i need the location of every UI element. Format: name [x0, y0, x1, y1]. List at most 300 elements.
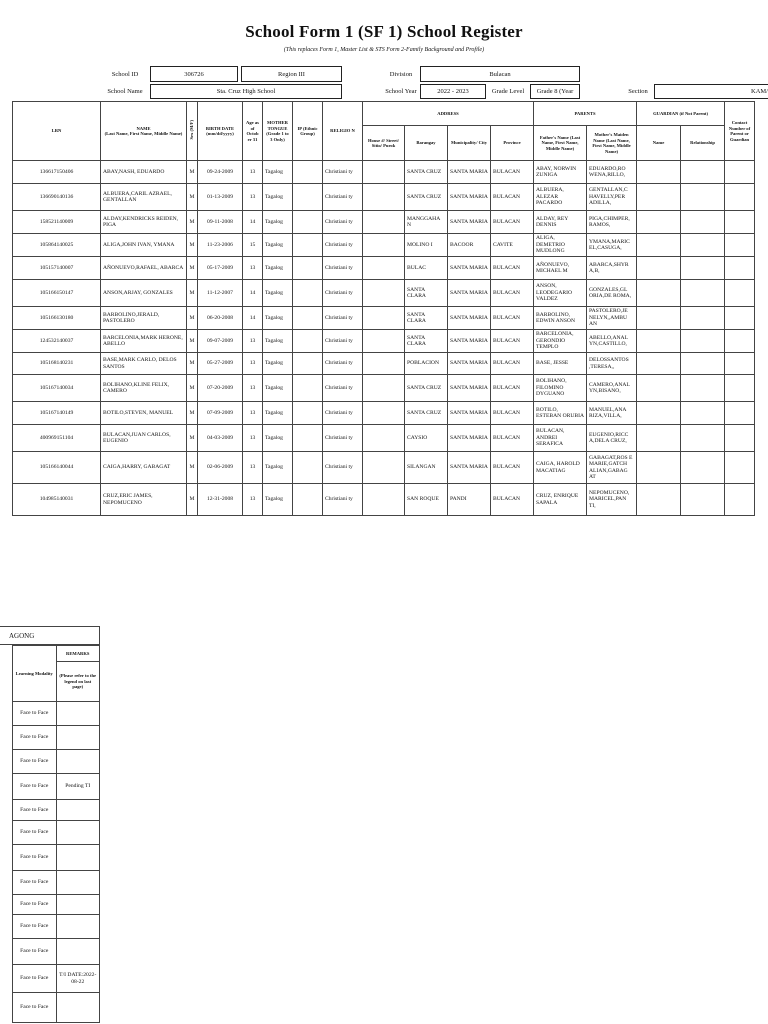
cell-religion: Christiani ty: [323, 375, 363, 402]
cell-name: BOTILO,STEVEN, MANUEL: [101, 402, 187, 425]
cell-lrn: 105167140034: [13, 375, 101, 402]
cell-barangay: SAN ROQUE: [405, 484, 448, 516]
cell-birth-date: 11-12-2007: [198, 280, 243, 307]
cell-ip: [293, 184, 323, 211]
cell-relationship: [681, 184, 725, 211]
section-value: KAM/: [654, 84, 768, 99]
cell-province: BULACAN: [491, 375, 534, 402]
cell-sex: M: [187, 211, 198, 234]
cell-mother: PASTOLERO,JE NELYN,,AMBU AN: [587, 307, 637, 330]
cell-religion: Christiani ty: [323, 211, 363, 234]
cell-municipality: SANTA MARIA: [448, 375, 491, 402]
cell-mother: NEPOMUCENO, MARICEL,PAN TI,: [587, 484, 637, 516]
cell-municipality: SANTA MARIA: [448, 330, 491, 353]
cell-lrn: 124532140037: [13, 330, 101, 353]
cell-age: 14: [243, 307, 263, 330]
cell-religion: Christiani ty: [323, 257, 363, 280]
cell-mother-tongue: Tagalog: [263, 184, 293, 211]
cell-municipality: SANTA MARIA: [448, 280, 491, 307]
cell-relationship: [681, 211, 725, 234]
list-item: [13, 821, 100, 845]
cell-house: [363, 184, 405, 211]
table-row: [13, 211, 755, 234]
cell-religion: Christiani ty: [323, 330, 363, 353]
cell-father: AÑONUEVO, MICHAEL M: [534, 257, 587, 280]
cell-learning-modality: Face to Face: [13, 774, 57, 800]
col-mother-tongue: MOTHER TONGUE (Grade 1 to 3 Only): [263, 102, 293, 161]
cell-religion: Christiani ty: [323, 307, 363, 330]
cell-learning-modality: Face to Face: [13, 800, 57, 821]
cell-father: ALDAY, REY DENNIS: [534, 211, 587, 234]
cell-guardian-name: [637, 402, 681, 425]
school-id-value: 306726: [150, 66, 238, 82]
cell-father: ALBUERA, ALEZAR PACARDO: [534, 184, 587, 211]
cell-sex: M: [187, 402, 198, 425]
cell-name: BARBOLINO,JERALD, PASTOLERO: [101, 307, 187, 330]
col-municipality: Municipality/ City: [448, 126, 491, 161]
cell-religion: Christiani ty: [323, 161, 363, 184]
cell-contact: [725, 353, 755, 375]
col-parents: PARENTS: [534, 102, 637, 126]
cell-contact: [725, 375, 755, 402]
cell-name: BULACAN,JUAN CARLOS, EUGENIO: [101, 425, 187, 452]
cell-learning-modality: Face to Face: [13, 993, 57, 1023]
cell-barangay: POBLACION: [405, 353, 448, 375]
cell-age: 13: [243, 375, 263, 402]
cell-guardian-name: [637, 452, 681, 484]
school-year-value: 2022 - 2023: [420, 84, 486, 99]
cell-mother-tongue: Tagalog: [263, 375, 293, 402]
cell-sex: M: [187, 452, 198, 484]
col-guardian-name: Name: [637, 126, 681, 161]
cell-learning-modality: Face to Face: [13, 939, 57, 965]
cell-age: 13: [243, 257, 263, 280]
cell-learning-modality: Face to Face: [13, 821, 57, 845]
cell-mother-tongue: Tagalog: [263, 234, 293, 257]
cell-learning-modality: Face to Face: [13, 845, 57, 871]
cell-lrn: 105157140007: [13, 257, 101, 280]
cell-house: [363, 375, 405, 402]
cell-mother-tongue: Tagalog: [263, 161, 293, 184]
cell-ip: [293, 402, 323, 425]
cell-sex: M: [187, 330, 198, 353]
cell-mother: GONZALES,GL ORIA,DE ROMA,: [587, 280, 637, 307]
cell-contact: [725, 307, 755, 330]
cell-municipality: PANDI: [448, 484, 491, 516]
cell-relationship: [681, 234, 725, 257]
division-value: Bulacan: [420, 66, 580, 82]
cell-ip: [293, 307, 323, 330]
cell-contact: [725, 484, 755, 516]
cell-age: 13: [243, 402, 263, 425]
cell-house: [363, 452, 405, 484]
cell-sex: M: [187, 184, 198, 211]
cell-mother: YMANA,MARIC EL,CASUGA,: [587, 234, 637, 257]
cell-birth-date: 05-27-2009: [198, 353, 243, 375]
cell-province: BULACAN: [491, 307, 534, 330]
cell-age: 13: [243, 184, 263, 211]
cell-contact: [725, 402, 755, 425]
col-mother: Mother's Maiden Name (Last Name, First Name, Middle Name): [587, 126, 637, 161]
table-row: [13, 234, 755, 257]
cell-barangay: SANTA CRUZ: [405, 184, 448, 211]
cell-religion: Christiani ty: [323, 353, 363, 375]
cell-remarks: T/I DATE:2022-08-22: [56, 965, 100, 993]
cell-province: BULACAN: [491, 161, 534, 184]
cell-relationship: [681, 257, 725, 280]
col-religion: RELIGIO N: [323, 102, 363, 161]
cell-name: BARCELONIA,MARK HERONE, ABELLO: [101, 330, 187, 353]
cell-birth-date: 07-09-2009: [198, 402, 243, 425]
cell-lrn: 105168140231: [13, 353, 101, 375]
cell-sex: M: [187, 257, 198, 280]
cell-age: 13: [243, 484, 263, 516]
cell-ip: [293, 330, 323, 353]
cell-remarks: [56, 726, 100, 750]
cell-father: ABAY, NORWIN ZUNIGA: [534, 161, 587, 184]
cell-mother: GABAGAT,ROS E MARIE,GATCH ALIAN,GABAG AT: [587, 452, 637, 484]
cell-birth-date: 09-07-2009: [198, 330, 243, 353]
cell-remarks: Pending TI: [56, 774, 100, 800]
cell-mother: PIGA,CHIMPER, RAMOS,: [587, 211, 637, 234]
cell-learning-modality: Face to Face: [13, 915, 57, 939]
table-row: [13, 452, 755, 484]
table-row: [13, 425, 755, 452]
table-row: [13, 353, 755, 375]
cell-sex: M: [187, 375, 198, 402]
cell-guardian-name: [637, 330, 681, 353]
col-birth-date: BIRTH DATE (mm/dd/yyyy): [198, 102, 243, 161]
cell-relationship: [681, 307, 725, 330]
table-row: [13, 402, 755, 425]
col-province: Province: [491, 126, 534, 161]
grade-level-value: Grade 8 (Year: [530, 84, 580, 99]
cell-municipality: BACOOR: [448, 234, 491, 257]
col-contact: Contact Number of Parent or Guardian: [725, 102, 755, 161]
cell-sex: M: [187, 425, 198, 452]
cell-lrn: 136617150406: [13, 161, 101, 184]
cell-municipality: SANTA MARIA: [448, 452, 491, 484]
cell-birth-date: 09-11-2008: [198, 211, 243, 234]
cell-relationship: [681, 161, 725, 184]
cell-guardian-name: [637, 307, 681, 330]
cell-name: CRUZ,ERIC JAMES, NEPOMUCENO: [101, 484, 187, 516]
remarks-note: (Please refer to the legend on last page): [56, 662, 100, 702]
cell-municipality: SANTA MARIA: [448, 257, 491, 280]
cell-remarks: [56, 821, 100, 845]
school-id-label: School ID: [111, 70, 139, 78]
cell-guardian-name: [637, 257, 681, 280]
cell-mother: ABARCA,SHYR A,B,: [587, 257, 637, 280]
table-row: [13, 161, 755, 184]
page-title: School Form 1 (SF 1) School Register: [245, 22, 523, 41]
cell-remarks: [56, 702, 100, 726]
cell-guardian-name: [637, 425, 681, 452]
cell-relationship: [681, 353, 725, 375]
cell-birth-date: 07-20-2009: [198, 375, 243, 402]
list-item: [13, 871, 100, 895]
school-name-value: Sta. Cruz High School: [150, 84, 342, 99]
cell-mother-tongue: Tagalog: [263, 211, 293, 234]
cell-contact: [725, 330, 755, 353]
cell-barangay: SILANGAN: [405, 452, 448, 484]
cell-mother: GENTALLAN,C HAVELLY,PER ADILLA,: [587, 184, 637, 211]
cell-contact: [725, 280, 755, 307]
cell-barangay: SANTA CRUZ: [405, 161, 448, 184]
table-row: [13, 280, 755, 307]
cell-religion: Christiani ty: [323, 402, 363, 425]
table-row: [13, 375, 755, 402]
cell-ip: [293, 280, 323, 307]
cell-remarks: [56, 845, 100, 871]
cell-municipality: SANTA MARIA: [448, 161, 491, 184]
cell-municipality: SANTA MARIA: [448, 307, 491, 330]
cell-sex: M: [187, 484, 198, 516]
col-relationship: Relationship: [681, 126, 725, 161]
cell-house: [363, 161, 405, 184]
cell-birth-date: 04-03-2009: [198, 425, 243, 452]
cell-contact: [725, 234, 755, 257]
cell-lrn: 400969151104: [13, 425, 101, 452]
cell-guardian-name: [637, 375, 681, 402]
cell-learning-modality: Face to Face: [13, 871, 57, 895]
cell-house: [363, 307, 405, 330]
cell-name: BASE,MARK CARLO, DELOS SANTOS: [101, 353, 187, 375]
cell-province: BULACAN: [491, 353, 534, 375]
col-father: Father's Name (Last Name, First Name, Middle Name): [534, 126, 587, 161]
cell-religion: Christiani ty: [323, 234, 363, 257]
cell-father: BARBOLINO, EDWIN ANSON: [534, 307, 587, 330]
cell-province: BULACAN: [491, 402, 534, 425]
cell-house: [363, 402, 405, 425]
cell-birth-date: 05-17-2009: [198, 257, 243, 280]
cell-remarks: [56, 915, 100, 939]
list-item: [13, 915, 100, 939]
cell-contact: [725, 257, 755, 280]
cell-birth-date: 11-23-2006: [198, 234, 243, 257]
cell-barangay: SANTA CRUZ: [405, 402, 448, 425]
cell-name: BOLIHANO,KLINE FELIX, CAMERO: [101, 375, 187, 402]
cell-mother: ABELLO,ANAL YN,CASTILLO,: [587, 330, 637, 353]
cell-birth-date: 06-20-2008: [198, 307, 243, 330]
cell-ip: [293, 234, 323, 257]
cell-province: BULACAN: [491, 425, 534, 452]
col-barangay: Barangay: [405, 126, 448, 161]
cell-province: BULACAN: [491, 452, 534, 484]
cell-remarks: [56, 993, 100, 1023]
cell-guardian-name: [637, 353, 681, 375]
cell-ip: [293, 161, 323, 184]
cell-house: [363, 234, 405, 257]
cell-relationship: [681, 330, 725, 353]
cell-father: BOTILO, ESTEBAN ORUBIA: [534, 402, 587, 425]
cell-mother-tongue: Tagalog: [263, 402, 293, 425]
cell-ip: [293, 425, 323, 452]
cell-father: CRUZ, ENRIQUE SAPALA: [534, 484, 587, 516]
col-lrn: LRN: [13, 102, 101, 161]
cell-house: [363, 330, 405, 353]
cell-father: BARCELONIA, GERONDIO TEMPLO: [534, 330, 587, 353]
cell-father: BULACAN, ANDREI SERAFICA: [534, 425, 587, 452]
cell-relationship: [681, 280, 725, 307]
cell-municipality: SANTA MARIA: [448, 402, 491, 425]
cell-contact: [725, 425, 755, 452]
list-item: [13, 845, 100, 871]
cell-contact: [725, 211, 755, 234]
cell-age: 13: [243, 452, 263, 484]
region-value: Region III: [241, 66, 342, 82]
cell-remarks: [56, 750, 100, 774]
cell-house: [363, 280, 405, 307]
cell-lrn: 158521140009: [13, 211, 101, 234]
cell-barangay: SANTA CLARA: [405, 330, 448, 353]
cell-birth-date: 01-13-2009: [198, 184, 243, 211]
cell-province: BULACAN: [491, 184, 534, 211]
cell-ip: [293, 375, 323, 402]
school-year-label: School Year: [385, 88, 417, 95]
cell-learning-modality: Face to Face: [13, 895, 57, 915]
cell-age: 14: [243, 211, 263, 234]
cell-mother-tongue: Tagalog: [263, 353, 293, 375]
cell-relationship: [681, 375, 725, 402]
list-item: [13, 939, 100, 965]
table-row: [13, 484, 755, 516]
cell-sex: M: [187, 234, 198, 257]
cell-house: [363, 257, 405, 280]
cell-sex: M: [187, 353, 198, 375]
cell-lrn: 105166130180: [13, 307, 101, 330]
table-row: [13, 307, 755, 330]
cell-province: BULACAN: [491, 280, 534, 307]
cell-ip: [293, 452, 323, 484]
col-learning-modality: Learning Modality: [13, 646, 57, 702]
cell-name: ANSON,ARJAY, GONZALES: [101, 280, 187, 307]
cell-barangay: MOLINO I: [405, 234, 448, 257]
cell-religion: Christiani ty: [323, 280, 363, 307]
cell-mother-tongue: Tagalog: [263, 257, 293, 280]
table-row: [13, 184, 755, 211]
cell-relationship: [681, 452, 725, 484]
cell-contact: [725, 161, 755, 184]
cell-birth-date: 09-24-2009: [198, 161, 243, 184]
cell-lrn: 105167140149: [13, 402, 101, 425]
cell-municipality: SANTA MARIA: [448, 184, 491, 211]
cell-age: 15: [243, 234, 263, 257]
cell-house: [363, 484, 405, 516]
cell-guardian-name: [637, 280, 681, 307]
cell-remarks: [56, 800, 100, 821]
cell-name: CAIGA,HARRY, GABAGAT: [101, 452, 187, 484]
cell-religion: Christiani ty: [323, 184, 363, 211]
register-table: [12, 101, 755, 516]
cell-religion: Christiani ty: [323, 484, 363, 516]
division-label: Division: [389, 70, 413, 78]
cell-learning-modality: Face to Face: [13, 726, 57, 750]
cell-religion: Christiani ty: [323, 452, 363, 484]
cell-learning-modality: Face to Face: [13, 965, 57, 993]
col-age: Age as of Octob er 31: [243, 102, 263, 161]
cell-province: CAVITE: [491, 234, 534, 257]
list-item: [13, 895, 100, 915]
page-subtitle: (This replaces Form 1, Master List & STS Form 2-Family Background and Profile): [283, 47, 485, 53]
cell-municipality: SANTA MARIA: [448, 211, 491, 234]
cell-mother-tongue: Tagalog: [263, 280, 293, 307]
cell-barangay: BULAC: [405, 257, 448, 280]
list-item: [13, 993, 100, 1023]
cell-name: ALBUERA,CARIL AZRAEL, GENTALLAN: [101, 184, 187, 211]
cell-remarks: [56, 939, 100, 965]
cell-sex: M: [187, 307, 198, 330]
cell-birth-date: 02-06-2009: [198, 452, 243, 484]
cell-barangay: SANTA CRUZ: [405, 375, 448, 402]
cell-ip: [293, 353, 323, 375]
cell-house: [363, 211, 405, 234]
col-ip: IP (Ethnic Group): [293, 102, 323, 161]
cell-ip: [293, 257, 323, 280]
cell-barangay: CAYSIO: [405, 425, 448, 452]
cell-remarks: [56, 871, 100, 895]
cell-lrn: 105864140025: [13, 234, 101, 257]
cell-relationship: [681, 402, 725, 425]
list-item: [13, 965, 100, 993]
list-item: [13, 800, 100, 821]
cell-relationship: [681, 425, 725, 452]
remarks-table: [12, 645, 100, 1023]
cell-guardian-name: [637, 211, 681, 234]
cell-age: 13: [243, 425, 263, 452]
cell-father: BASE, JESSE: [534, 353, 587, 375]
cell-province: BULACAN: [491, 211, 534, 234]
cell-contact: [725, 452, 755, 484]
cell-learning-modality: Face to Face: [13, 750, 57, 774]
col-sex: Sex (M/F): [187, 102, 198, 161]
cell-barangay: SANTA CLARA: [405, 307, 448, 330]
cell-mother: MANUEL,ANA RIZA,VILLA,: [587, 402, 637, 425]
cell-learning-modality: Face to Face: [13, 702, 57, 726]
cell-mother-tongue: Tagalog: [263, 484, 293, 516]
school-name-label: School Name: [107, 88, 143, 95]
grade-level-label: Grade Level: [491, 88, 525, 95]
cell-guardian-name: [637, 184, 681, 211]
list-item: [13, 774, 100, 800]
cell-mother: EUGENIO,RICC A,DELA CRUZ,: [587, 425, 637, 452]
cell-mother: DELOSSANTOS ,TERESA,,: [587, 353, 637, 375]
cell-mother: EDUARDO,RO WENA,RILLO,: [587, 161, 637, 184]
cell-age: 14: [243, 280, 263, 307]
cell-name: AÑONUEVO,RAFAEL, ABARCA: [101, 257, 187, 280]
cell-lrn: 136690140136: [13, 184, 101, 211]
col-house: House #/ Street/ Sitio/ Purok: [363, 126, 405, 161]
cell-house: [363, 353, 405, 375]
cell-name: ALDAY,KENDRICKS REIDEN, PIGA: [101, 211, 187, 234]
col-name: NAME (Last Name, First Name, Middle Name): [101, 102, 187, 161]
col-address: ADDRESS: [363, 102, 534, 126]
cell-mother: CAMERO,ANAL YN,BISANO,: [587, 375, 637, 402]
cell-religion: Christiani ty: [323, 425, 363, 452]
cell-ip: [293, 484, 323, 516]
cell-mother-tongue: Tagalog: [263, 425, 293, 452]
cell-lrn: 105166140044: [13, 452, 101, 484]
list-item: [13, 726, 100, 750]
cell-name: ABAY,NASH, EDUARDO: [101, 161, 187, 184]
table-row: [13, 330, 755, 353]
cell-ip: [293, 211, 323, 234]
cell-father: BOLIHANO, FILOMINO DYGUANO: [534, 375, 587, 402]
cell-mother-tongue: Tagalog: [263, 330, 293, 353]
col-remarks: REMARKS: [56, 646, 100, 662]
cell-birth-date: 12-31-2008: [198, 484, 243, 516]
cell-municipality: SANTA MARIA: [448, 353, 491, 375]
